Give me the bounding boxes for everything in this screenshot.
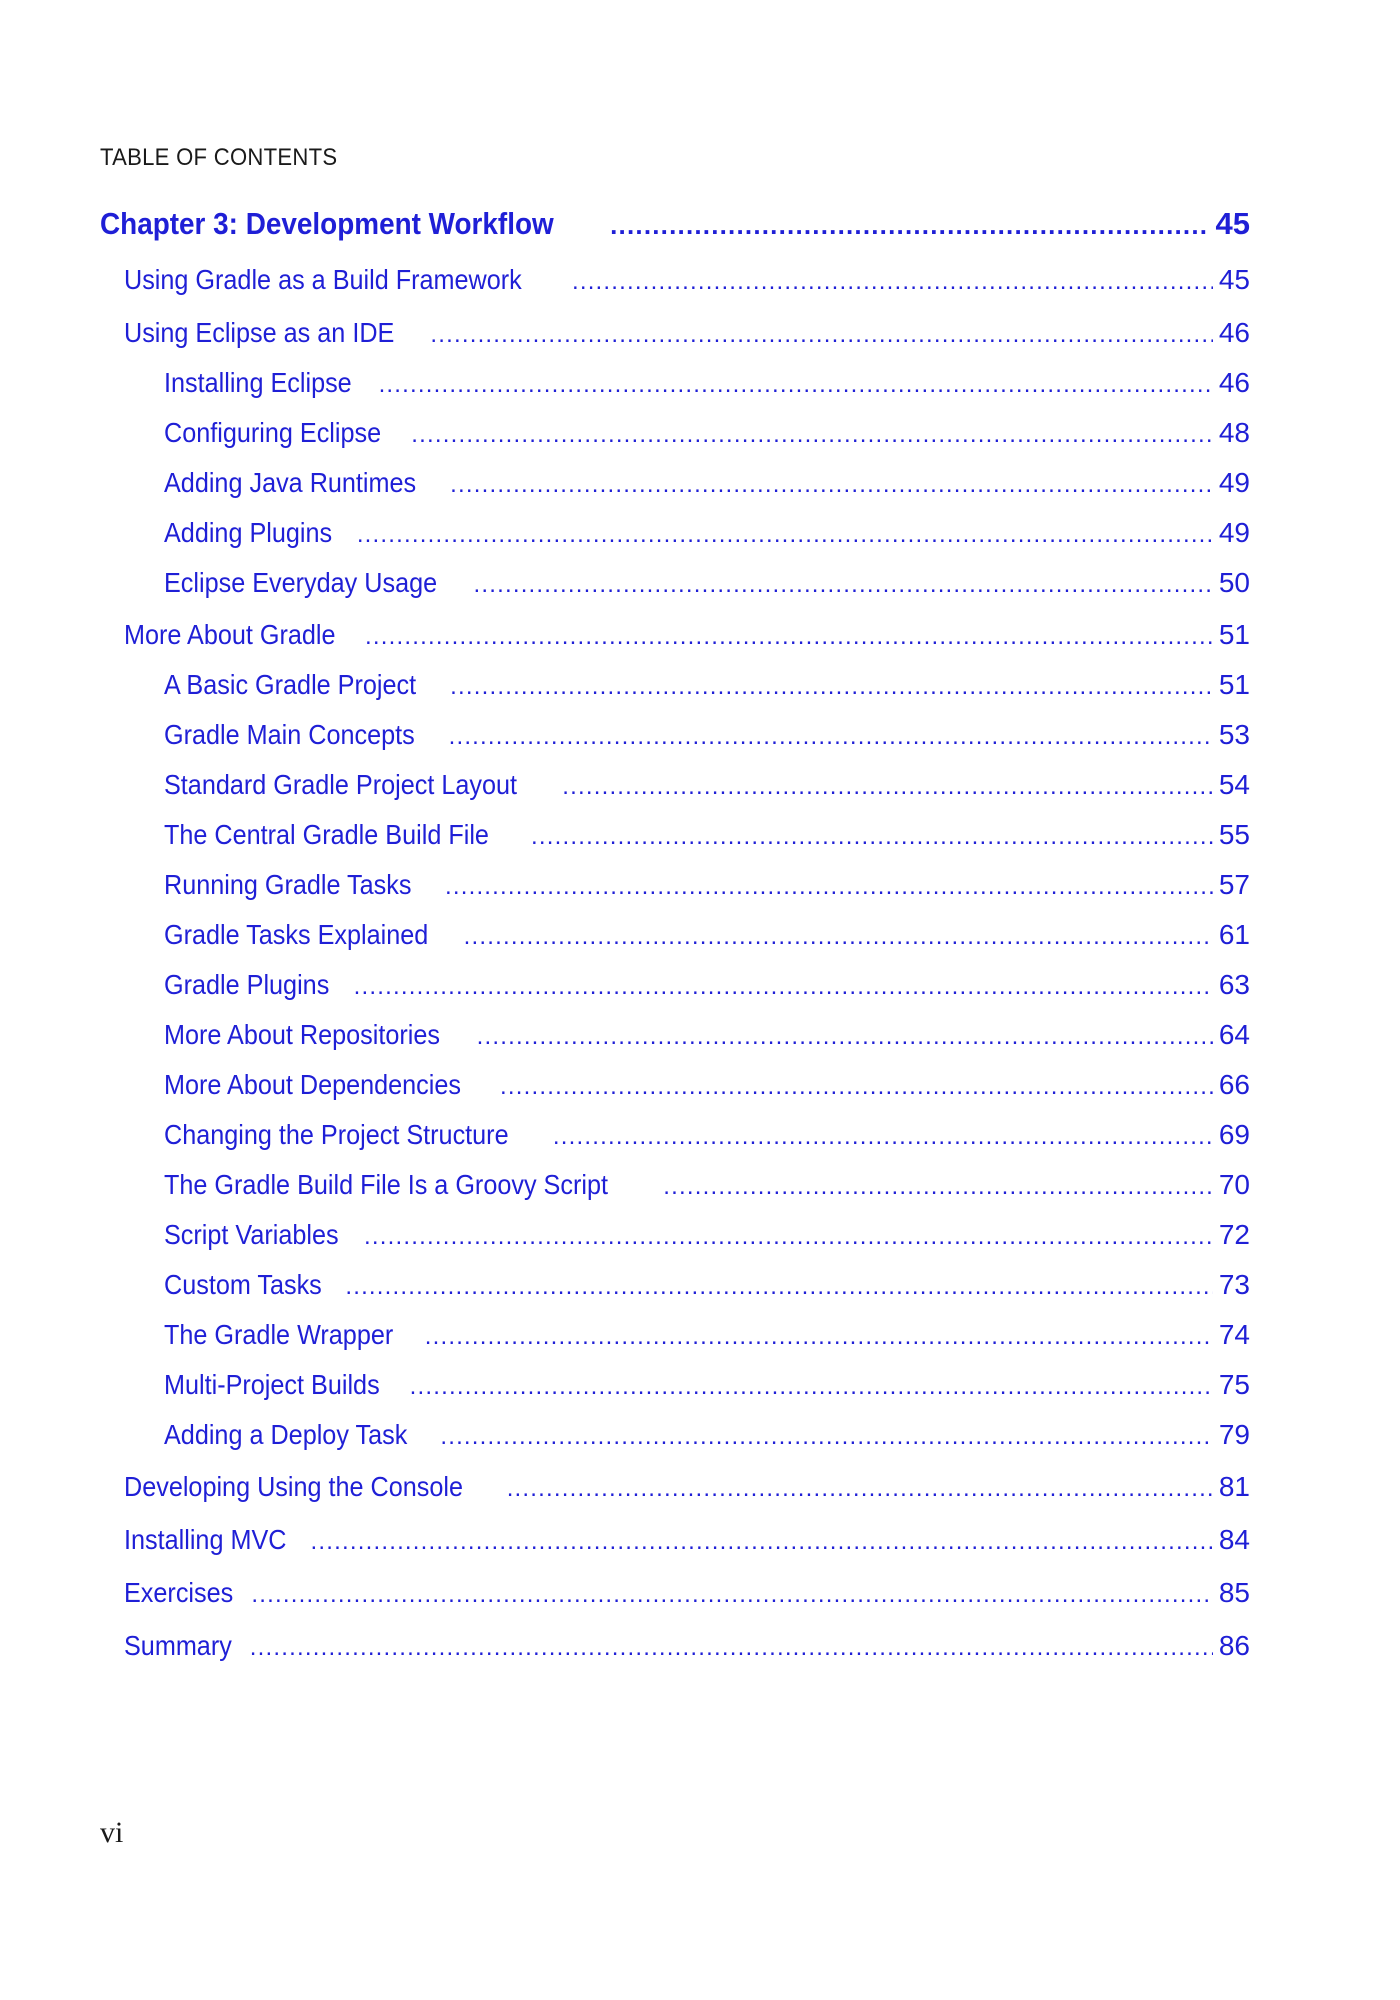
dot-leader xyxy=(562,773,1213,801)
toc-subsection[interactable] xyxy=(164,719,1250,751)
toc-entry-label: Using Gradle as a Build Framework xyxy=(124,264,522,295)
dot-leader xyxy=(379,371,1213,399)
toc-entry-page: 51 xyxy=(1218,619,1250,650)
toc-entry-page: 75 xyxy=(1218,1369,1250,1400)
dot-leader xyxy=(473,571,1212,599)
toc-entry-label: Adding Plugins xyxy=(164,517,333,548)
dot-leader xyxy=(425,1323,1213,1351)
dot-leader xyxy=(572,268,1213,296)
dot-leader xyxy=(449,723,1213,751)
toc-entry-page: 64 xyxy=(1218,1019,1250,1050)
dot-leader xyxy=(365,623,1213,651)
toc-section-summary[interactable] xyxy=(124,1630,1250,1662)
toc-section-console[interactable] xyxy=(124,1471,1250,1503)
toc-entry-label: More About Repositories xyxy=(164,1019,440,1050)
toc-entry-page: 50 xyxy=(1218,567,1250,598)
dot-leader xyxy=(445,873,1213,901)
toc-entry-page: 61 xyxy=(1218,919,1250,950)
page-number-folio: vi xyxy=(100,1816,124,1849)
dot-leader xyxy=(450,471,1213,499)
toc-entry-label: The Gradle Wrapper xyxy=(164,1319,394,1350)
toc-entry-label: Installing Eclipse xyxy=(164,367,352,398)
toc-entry-label: Adding a Deploy Task xyxy=(164,1419,408,1450)
toc-subsection[interactable] xyxy=(164,1319,1250,1351)
toc-subsection[interactable] xyxy=(164,819,1250,851)
dot-leader xyxy=(410,1373,1213,1401)
toc-entry-label: Standard Gradle Project Layout xyxy=(164,769,518,800)
dot-leader xyxy=(251,1581,1212,1609)
toc-entry-page: 53 xyxy=(1218,719,1250,750)
dot-leader xyxy=(450,673,1213,701)
toc-entry-label: Summary xyxy=(124,1630,232,1661)
dot-leader xyxy=(507,1475,1213,1503)
toc-subsection[interactable] xyxy=(164,1119,1250,1151)
toc-entry-label: Exercises xyxy=(124,1577,234,1608)
toc-entry-label: Gradle Main Concepts xyxy=(164,719,415,750)
running-head: TABLE OF CONTENTS xyxy=(100,144,338,171)
toc-subsection[interactable] xyxy=(164,1219,1250,1251)
toc-entry-page: 72 xyxy=(1218,1219,1250,1250)
toc-subsection[interactable] xyxy=(164,367,1250,399)
toc-entry-page: 70 xyxy=(1218,1169,1250,1200)
toc-entry-label: Gradle Plugins xyxy=(164,969,330,1000)
toc-entry-page: 81 xyxy=(1218,1471,1250,1502)
toc-subsection[interactable] xyxy=(164,869,1250,901)
dot-leader xyxy=(311,1528,1213,1556)
toc-entry-label: Installing MVC xyxy=(124,1524,287,1555)
toc-entry-label: Developing Using the Console xyxy=(124,1471,464,1502)
toc-subsection[interactable] xyxy=(164,1019,1250,1051)
dot-leader xyxy=(663,1173,1213,1201)
toc-entry-page: 49 xyxy=(1218,467,1250,498)
toc-subsection[interactable] xyxy=(164,467,1250,499)
toc-entry-label: Chapter 3: Development Workflow xyxy=(100,206,554,241)
toc-entry-page: 66 xyxy=(1218,1069,1250,1100)
toc-section-exercises[interactable] xyxy=(124,1577,1250,1609)
toc-entry-label: More About Dependencies xyxy=(164,1069,461,1100)
toc-entry-label: Custom Tasks xyxy=(164,1269,322,1300)
toc-entry-page: 46 xyxy=(1218,367,1250,398)
toc-subsection[interactable] xyxy=(164,517,1250,549)
toc-entry-label: Changing the Project Structure xyxy=(164,1119,509,1150)
toc-entry-page: 85 xyxy=(1218,1577,1250,1608)
dot-leader xyxy=(411,421,1213,449)
dot-leader xyxy=(354,973,1213,1001)
toc-entry-label: Eclipse Everyday Usage xyxy=(164,567,438,598)
dot-leader xyxy=(250,1634,1213,1662)
toc-entry-label: Adding Java Runtimes xyxy=(164,467,417,498)
toc-section-gradle-build-framework[interactable] xyxy=(124,264,1250,296)
toc-subsection[interactable] xyxy=(164,1419,1250,1451)
dot-leader xyxy=(464,923,1213,951)
toc-entry-page: 46 xyxy=(1218,317,1250,348)
toc-entry-page: 54 xyxy=(1218,769,1250,800)
toc-section-more-about-gradle[interactable] xyxy=(124,619,1250,651)
toc-entry-label: The Central Gradle Build File xyxy=(164,819,489,850)
toc-entry-page: 51 xyxy=(1218,669,1250,700)
toc-subsection[interactable] xyxy=(164,919,1250,951)
toc-subsection[interactable] xyxy=(164,567,1250,599)
toc-entry-page: 74 xyxy=(1218,1319,1250,1350)
toc-entry-page: 84 xyxy=(1218,1524,1250,1555)
toc-entry-page: 45 xyxy=(1215,206,1250,241)
toc-subsection[interactable] xyxy=(164,1169,1250,1201)
toc-entry-label: More About Gradle xyxy=(124,619,336,650)
toc-entry-page: 45 xyxy=(1218,264,1250,295)
toc-subsection[interactable] xyxy=(164,1369,1250,1401)
toc-subsection[interactable] xyxy=(164,1269,1250,1301)
dot-leader xyxy=(364,1223,1213,1251)
toc-chapter-3[interactable] xyxy=(100,206,1250,242)
toc-entry-label: The Gradle Build File Is a Groovy Script xyxy=(164,1169,608,1200)
toc-entry-page: 79 xyxy=(1218,1419,1250,1450)
toc-entry-page: 69 xyxy=(1218,1119,1250,1150)
toc-entry-page: 86 xyxy=(1218,1630,1250,1661)
toc-section-eclipse-ide[interactable] xyxy=(124,317,1250,349)
toc-subsection[interactable] xyxy=(164,669,1250,701)
toc-entry-page: 57 xyxy=(1218,869,1250,900)
toc-entry-label: Script Variables xyxy=(164,1219,339,1250)
dot-leader xyxy=(500,1073,1213,1101)
toc-subsection[interactable] xyxy=(164,969,1250,1001)
dot-leader xyxy=(610,210,1209,241)
toc-subsection[interactable] xyxy=(164,417,1250,449)
toc-entry-page: 48 xyxy=(1218,417,1250,448)
toc-entry-page: 73 xyxy=(1218,1269,1250,1300)
dot-leader xyxy=(477,1023,1213,1051)
toc-entry-label: Using Eclipse as an IDE xyxy=(124,317,395,348)
dot-leader xyxy=(357,521,1213,549)
dot-leader xyxy=(430,321,1212,349)
dot-leader xyxy=(553,1123,1213,1151)
dot-leader xyxy=(345,1273,1213,1301)
dot-leader xyxy=(440,1423,1213,1451)
toc-entry-page: 63 xyxy=(1218,969,1250,1000)
toc-subsection[interactable] xyxy=(164,1069,1250,1101)
toc-entry-page: 49 xyxy=(1218,517,1250,548)
toc-entry-label: Gradle Tasks Explained xyxy=(164,919,429,950)
dot-leader xyxy=(531,823,1213,851)
toc-entry-label: Running Gradle Tasks xyxy=(164,869,412,900)
toc-entry-page: 55 xyxy=(1218,819,1250,850)
toc-section-installing-mvc[interactable] xyxy=(124,1524,1250,1556)
toc-entry-label: Multi-Project Builds xyxy=(164,1369,380,1400)
toc-subsection[interactable] xyxy=(164,769,1250,801)
toc-entry-label: A Basic Gradle Project xyxy=(164,669,417,700)
toc-entry-label: Configuring Eclipse xyxy=(164,417,382,448)
